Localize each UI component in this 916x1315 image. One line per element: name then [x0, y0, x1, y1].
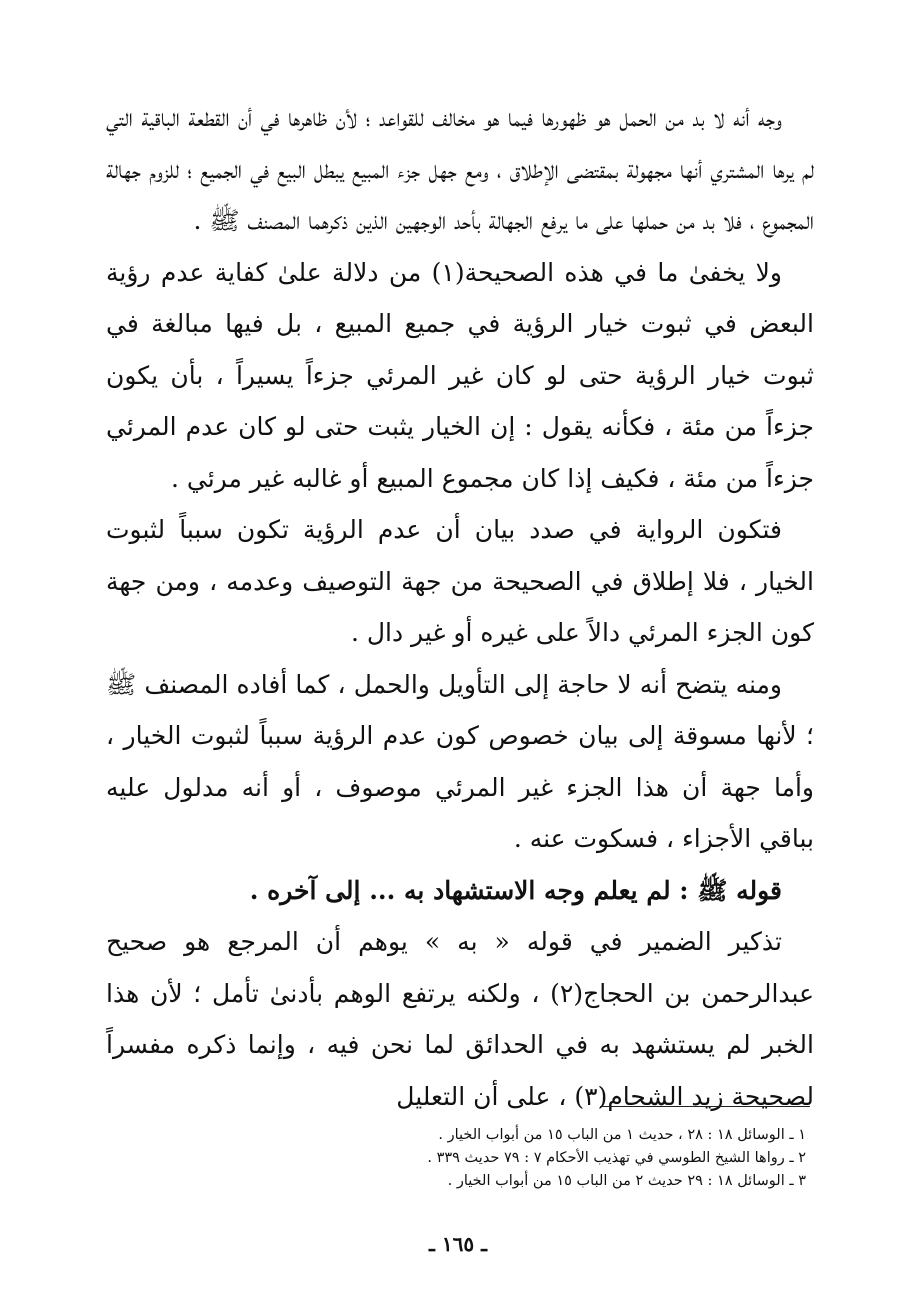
paragraph: تذكير الضمير في قوله « به » يوهم أن المرجع هو صحيح عبدالرحمن بن الحجاج(٢) ، ولكنه يرتفع الوهم بأدنىٰ تأمل ؛ لأن هذا الخبر لم يستشهد به في الحدائق لما نحن فيه ، وإنما ذكره مفسراً لصحيحة زيد الشحام(٣) ، على أن التعليل	[106, 927, 815, 1111]
footnote: ٢ ـ رواها الشيخ الطوسي في تهذيب الأحكام ٧ : ٧٩ حديث ٣٣٩ .	[427, 1150, 806, 1166]
footnotes	[206, 1124, 806, 1193]
paragraph: فتكون الرواية في صدد بيان أن عدم الرؤية تكون سبباً لثبوت الخيار ، فلا إطلاق في الصحيحة من جهة التوصيف وعدمه ، ومن جهة كون الجزء المرئي دالاً على غيره أو غير دال .	[106, 515, 814, 647]
footnote: ٣ ـ الوسائل ١٨ : ٢٩ حديث ٢ من الباب ١٥ من أبواب الخيار .	[447, 1173, 806, 1189]
page-number: ـ ١٦٥ ـ	[429, 1232, 487, 1256]
footnote: ١ ـ الوسائل ١٨ : ٢٨ ، حديث ١ من الباب ١٥ من أبواب الخيار .	[438, 1127, 806, 1143]
paragraph: ومنه يتضح أنه لا حاجة إلى التأويل والحمل ، كما أفاده المصنف ﷺ ؛ لأنها مسوقة إلى بيان خصوص كون عدم الرؤية سبباً لثبوت الخيار ، وأما جهة أن هذا الجزء غير المرئي موصوف ، أو أنه مدلول عليه بباقي الأجزاء ، فسكوت عنه .	[106, 669, 814, 853]
quote-heading: قوله ﷺ : لم يعلم وجه الاستشهاد به ... إلى آخره .	[249, 875, 782, 905]
paragraph: وجه أنه لا بد من الحمل هو ظهورها فيما هو مخالف للقواعد ؛ لأن ظاهرها في أن القطعة الباقية التي لم يرها المشتري أنها مجهولة بمقتضى الإطلاق ، ومع جهل جزء المبيع يبطل البيع في الجميع ؛ للزوم جهالة المجموع ، فلا بد من حملها على ما يرفع الجهالة بأحد الوجهين الذين ذكرهما المصنف ﷺ .	[106, 103, 814, 235]
footnote-separator	[600, 1106, 810, 1107]
main-text	[106, 92, 814, 1122]
paragraph: ولا يخفىٰ ما في هذه الصحيحة(١) من دلالة علىٰ كفاية عدم رؤية البعض في ثبوت خيار الرؤية في جميع المبيع ، بل فيها مبالغة في ثبوت خيار الرؤية حتى لو كان غير المرئي جزءاً يسيراً ، بأن يكون جزءاً من مئة ، فكأنه يقول : إن الخيار يثبت حتى لو كان عدم المرئي جزءاً من مئة ، فكيف إذا كان مجموع المبيع أو غالبه غير مرئي .	[106, 257, 814, 493]
